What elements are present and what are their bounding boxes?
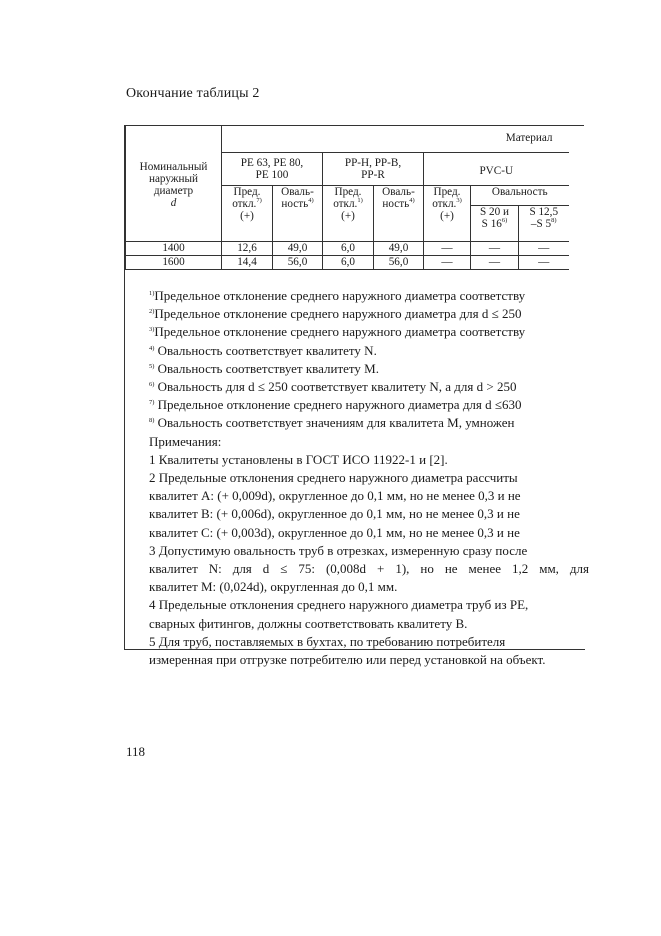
diameter-header: Номинальный наружный диаметр d [126, 126, 222, 242]
footnote-2: $^{2)}$Предельное отклонение среднего наружного диаметра для d ≤ 250 [149, 306, 522, 322]
footnote-6: $^{6)}$ Овальность для d ≤ 250 соответствует квалитету N, а для d > 250 [149, 379, 517, 395]
table-row: 1400 12,6 49,0 6,0 49,0 — — — [126, 242, 569, 256]
pvc-pred-header: Пред. откл.$^{3)}$ (+) [424, 186, 471, 242]
pe-pred-header: Пред. откл.$^{7)}$ (+) [222, 186, 273, 242]
note-line: измеренная при отгрузке потребителю или перед установкой на объект. [149, 652, 546, 668]
note-line: 2 Предельные отклонения среднего наружного диаметра рассчиты [149, 470, 518, 486]
footnotes-block [149, 287, 589, 669]
note-line: сварных фитингов, должны соответствовать квалитету B. [149, 615, 468, 631]
note-line: 1 Квалитеты установлены в ГОСТ ИСО 11922-1 и [2]. [149, 451, 448, 467]
footnote-7: $^{7)}$ Предельное отклонение среднего наружного диаметра для d ≤630 [149, 397, 522, 413]
group-pp: PP-H, PP-B, PP-R [323, 153, 424, 186]
page-number: 118 [126, 744, 146, 759]
footnote-3: $^{3)}$Предельное отклонение среднего наружного диаметра соответству [149, 324, 526, 340]
s12-header: S 12,5 –S 5$^{8)}$ [519, 205, 569, 241]
material-header: Материал [222, 126, 569, 153]
note-line: 3 Допустимую овальность труб в отрезках, измеренную сразу после [149, 542, 528, 558]
table-frame [124, 125, 589, 668]
footnote-4: $^{4)}$ Овальность соответствует квалитету N. [149, 342, 377, 358]
footnote-5: $^{5)}$ Овальность соответствует квалитету M. [149, 360, 379, 376]
table-caption: Окончание таблицы 2 [126, 86, 260, 101]
group-pvc: PVC-U [424, 153, 569, 186]
pvc-oval-header: Овальность [471, 186, 569, 206]
note-line: 5 Для труб, поставляемых в бухтах, по требованию потребителя [149, 633, 506, 649]
pp-oval-header: Оваль- ность$^{4)}$ [374, 186, 424, 242]
note-line: квалитет C: (+ 0,003d), округленное до 0,1 мм, но не менее 0,3 и не [149, 524, 520, 540]
table-row: 1600 14,4 56,0 6,0 56,0 — — — [126, 256, 569, 270]
note-line: 4 Предельные отклонения среднего наружного диаметра труб из PE, [149, 597, 529, 613]
note-line: квалитет M: (0,024d), округленная до 0,1 мм. [149, 579, 398, 595]
pe-oval-header: Оваль- ность$^{4)}$ [273, 186, 323, 242]
note-line: квалитет N: для d ≤ 75: (0,008d + 1), но не менее 1,2 мм, для [149, 561, 589, 577]
notes-title: Примечания: [149, 433, 222, 449]
footnote-1: $^{1)}$Предельное отклонение среднего наружного диаметра соответству [149, 288, 526, 303]
group-pe: PE 63, PE 80, PE 100 [222, 153, 323, 186]
note-line: квалитет B: (+ 0,006d), округленное до 0,1 мм, но не менее 0,3 и не [149, 506, 520, 522]
footnote-8: $^{8)}$ Овальность соответствует значениям для квалитета M, умножен [149, 415, 515, 431]
s20-header: S 20 и S 16$^{6)}$ [471, 205, 519, 241]
dimensions-table [125, 125, 569, 270]
note-line: квалитет A: (+ 0,009d), округленное до 0,1 мм, но не менее 0,3 и не [149, 488, 521, 504]
pp-pred-header: Пред. откл.$^{1)}$ (+) [323, 186, 374, 242]
